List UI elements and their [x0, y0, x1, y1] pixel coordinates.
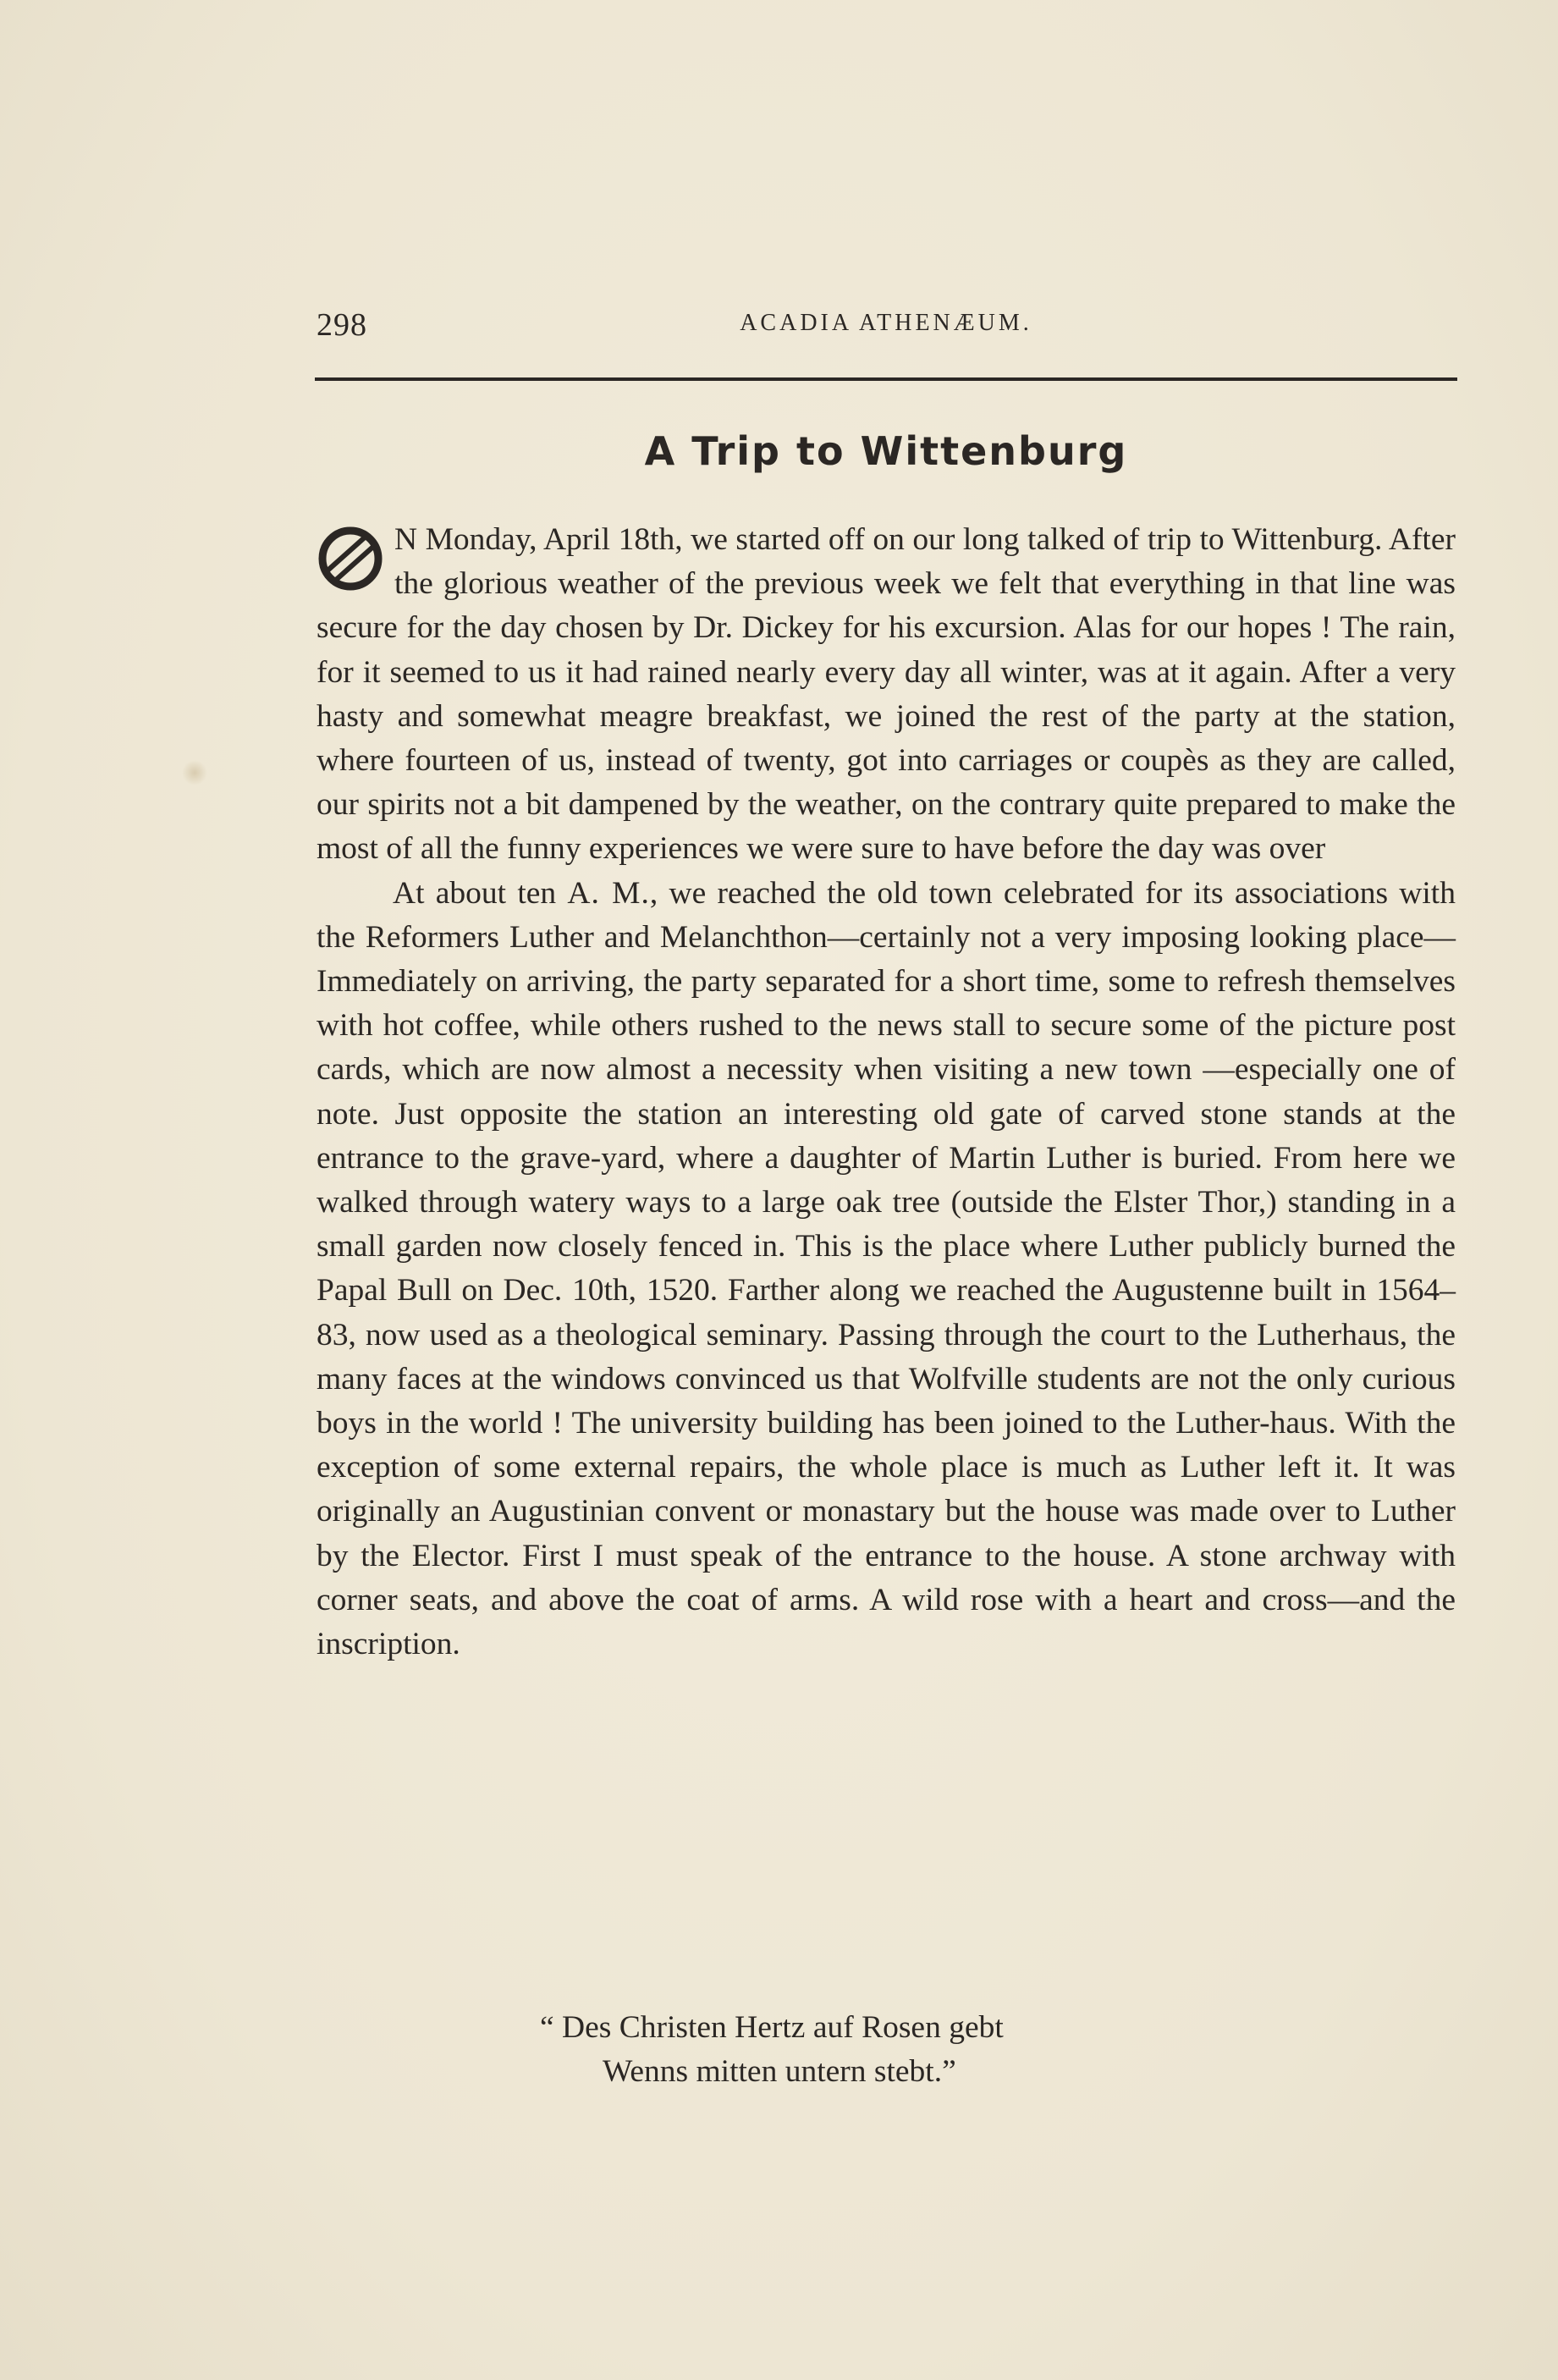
running-header [317, 306, 1456, 357]
inscription-verse [317, 2006, 1456, 2094]
drop-cap-o-icon [317, 525, 386, 603]
verse-line-2: Wenns mitten untern stebt.” [603, 2054, 956, 2089]
paragraph-2-text: , we reached the old town celebrated for its associations with the Reformers Luther and Melanchthon—certainly not a very imposing looking place—Immediately on arriving, the party separated for a short time, some to refresh themselves with hot coffee, while others rushed to the news stall to secure some of the picture post cards, which are now almost a necessity when visiting a new town —especially one of note. Just opposite the station an interesting old gate of carved stone stands at the entrance to the grave-yard, where a daughter of Martin Luther is buried. From here we walked through watery ways to a large oak tree (outside the Elster Thor,) standing in a small garden now closely fenced in. This is the place where Luther publicly burned the Papal Bull on Dec. 10th, 1520. Farther along we reached the Augustenne built in 1564–83, now used as a theological seminary. Passing through the court to the Lutherhaus, the many faces at the windows convinced us that Wolfville students are not the only curious boys in the world ! The university building has been joined to the Luther-haus. With the exception of some external repairs, the whole place is much as Luther left it. It was originally an Augustinian convent or monastary but the house was made over to Luther by the Elector. First I must speak of the entrance to the house. A stone archway with corner seats, and above the coat of arms. A wild rose with a heart and cross—and the inscription. [317, 875, 1456, 1662]
time-abbreviation: A. M. [567, 875, 650, 911]
verse-line-1: “ Des Christen Hertz auf Rosen gebt [540, 2010, 1004, 2045]
page-number: 298 [317, 307, 367, 343]
journal-title: ACADIA ATHENÆUM. [740, 310, 1032, 336]
article-title: A Trip to Wittenburg [644, 428, 1128, 474]
article-body [317, 518, 1456, 1667]
header-rule [315, 377, 1457, 381]
paragraph-2-start: At about ten [393, 875, 568, 911]
paragraph-1-text: N Monday, April 18th, we started off on our long talked of trip to Wittenburg. After the glorious weather of the previous week we felt that everything in that line was secure for the day chosen by Dr. Dickey for his excursion. Alas for our hopes ! The rain, for it seemed to us it had rained nearly every day all winter, was at it again. After a very hasty and somewhat meagre breakfast, we joined the rest of the party at the station, where fourteen of us, instead of twenty, got into carriages or coupès as they are called, our spirits not a bit dampened by the weather, on the contrary quite prepared to make the most of all the funny experiences we were sure to have before the day was over [317, 522, 1456, 867]
paragraph-1 [317, 518, 1456, 872]
paragraph-2 [317, 872, 1456, 1667]
paper-stain [182, 760, 207, 785]
